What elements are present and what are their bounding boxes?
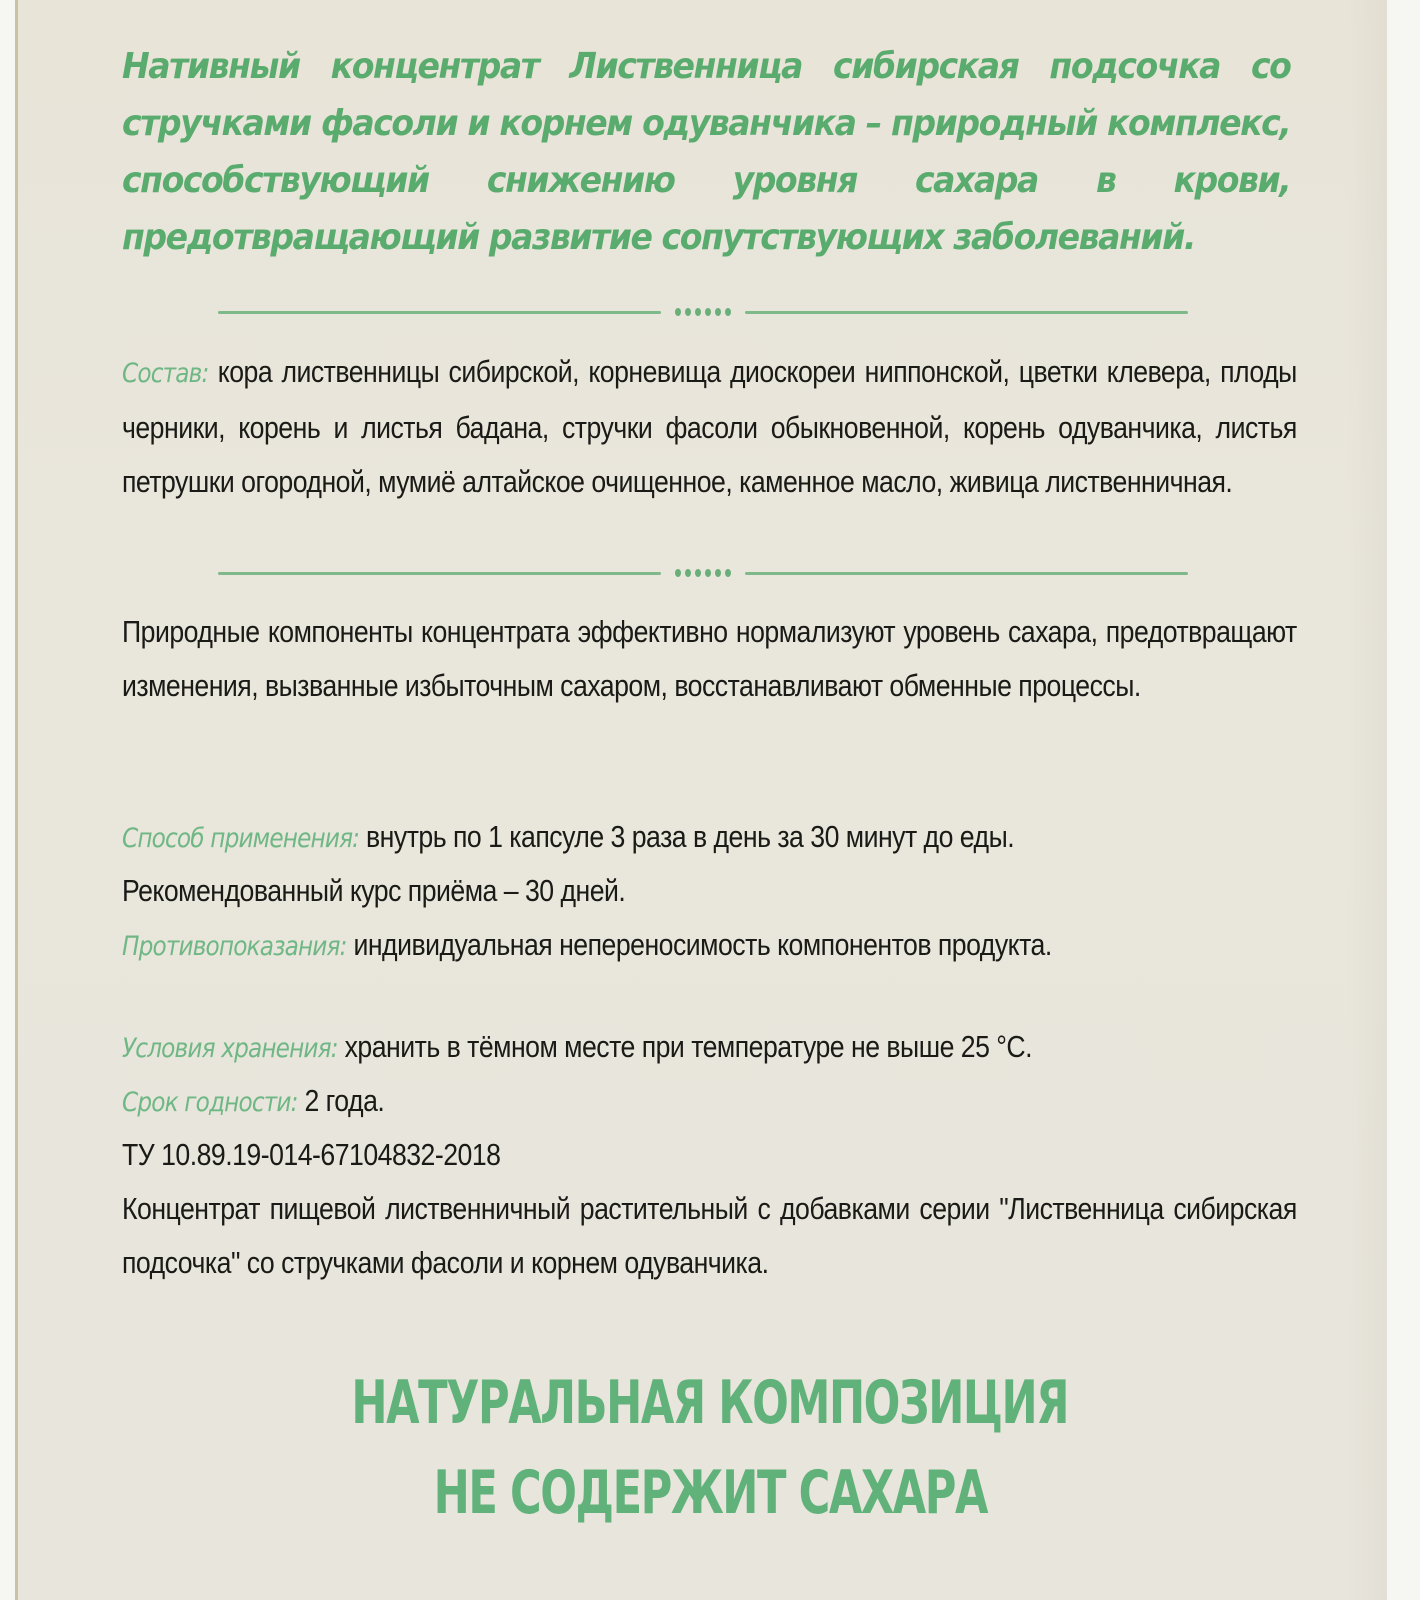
divider-dots [675, 569, 731, 577]
course-line: Рекомендованный курс приёма – 30 дней. [122, 873, 626, 908]
usage-line [122, 810, 1014, 866]
usage-text: внутрь по 1 капсуле 3 раза в день за 30 минут до еды. [359, 819, 1015, 854]
storage-label: Условия хранения: [122, 1033, 338, 1064]
slogan-line-1: НАТУРАЛЬНАЯ КОМПОЗИЦИЯ [351, 1368, 1069, 1438]
storage-line [122, 1020, 1032, 1076]
ornament-divider [218, 307, 1188, 317]
shelf-life-line [122, 1074, 384, 1130]
divider-line [745, 311, 1188, 314]
slogan-line-2: НЕ СОДЕРЖИТ САХАРА [433, 1458, 987, 1528]
contraindications-label: Противопоказания: [122, 931, 347, 962]
usage-label: Способ применения: [122, 823, 360, 854]
description-paragraph: Природные компоненты концентрата эффективно нормализуют уровень сахара, предотвращают изменения, вызванные избыточным сахаром, восстанавливают обменные процессы. [122, 614, 1297, 703]
shelf-life-label: Срок годности: [122, 1087, 298, 1118]
composition-paragraph [122, 345, 1297, 509]
product-name-paragraph: Концентрат пищевой лиственничный растительный с добавками серии "Лиственница сибирская подсочка" со стручками фасоли и корнем одуванчика. [122, 1191, 1297, 1280]
storage-text: хранить в тёмном месте при температуре не выше 25 °С. [337, 1029, 1033, 1064]
product-headline: Нативный концентрат Лиственница сибирская подсочка со стручками фасоли и корнем одуванчика – природный комплекс, способствующий снижению уровня сахара в крови, предотвращающий развитие сопутствующих заболеваний. [122, 46, 1291, 258]
contraindications-paragraph [122, 918, 1297, 974]
standard-code: ТУ 10.89.19-014-67104832-2018 [122, 1137, 501, 1172]
divider-line [218, 311, 661, 314]
ornament-divider [218, 568, 1188, 578]
composition-label: Состав: [122, 358, 209, 389]
divider-line [218, 572, 661, 575]
divider-dots [675, 308, 731, 316]
divider-line [745, 572, 1188, 575]
composition-text: кора лиственницы сибирской, корневища диоскореи ниппонской, цветки клевера, плоды черники, корень и листья бадана, стручки фасоли обыкновенной, корень одуванчика, листья петрушки огородной, мумиё алтайское очищенное, каменное масло, живица лиственничная. [122, 354, 1297, 499]
contraindications-text: индивидуальная непереносимость компонентов продукта. [346, 927, 1052, 962]
shelf-life-text: 2 года. [297, 1083, 385, 1118]
